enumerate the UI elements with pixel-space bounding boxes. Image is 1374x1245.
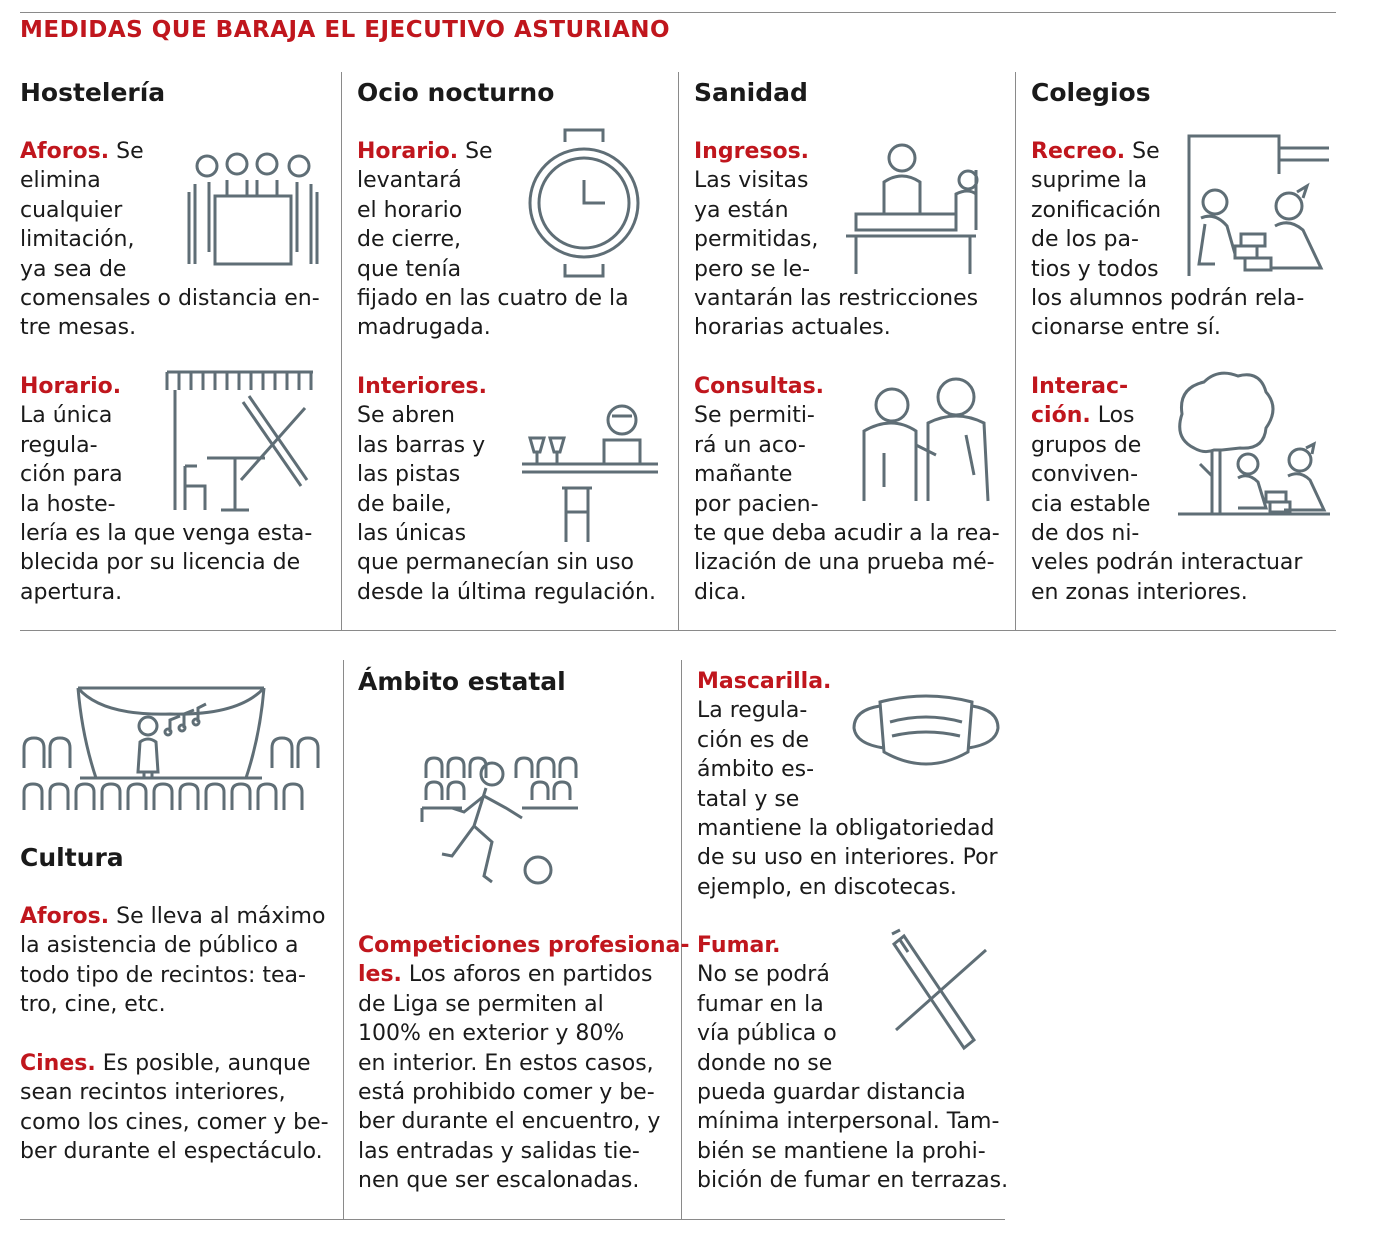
red-label: les.	[358, 962, 402, 988]
text-block-cultura-cines: Cines. Es posible, aunque sean recintos interiores, como los cines, comer y be- ber durante el espectáculo.	[20, 1051, 329, 1165]
text-block-competiciones-profesionales: Competiciones profesiona- les. Los aforos en partidos de Liga se permiten al 100% en exterior y 80% en interior. En estos casos, está prohibido comer y be- ber durante el encuentro, y las entradas y salidas tie- nen que ser escalonadas.	[358, 933, 690, 1194]
text-block-ocio-horario: Horario. Se levantará el horario de cierre, que tenía fijado en las cuatro de la madrugada.	[357, 139, 629, 341]
text-block-colegios-recreo: Recreo. Se suprime la zonificación de los pa- tios y todos los alumnos podrán rela- cionarse entre sí.	[1031, 139, 1305, 341]
red-label: Aforos.	[20, 904, 110, 929]
elderly-companion-icon	[856, 375, 994, 503]
top-rule	[20, 12, 1336, 13]
text-block-fumar: Fumar. No se podrá fumar en la vía pública o donde no se pueda guardar distancia mínima interpersonal. Tam- bién se mantiene la prohi- bición de fumar en terrazas.	[697, 933, 1009, 1194]
text-block-cultura-aforos: Aforos. Se lleva al máximo la asistencia de público a todo tipo de recintos: tea- tro, cine, etc.	[20, 904, 326, 1018]
red-label: Interac-	[1031, 374, 1129, 399]
red-label: Mascarilla.	[697, 669, 832, 694]
text-block-mascarilla: Mascarilla. La regula- ción es de ámbito es- tatal y se mantiene la obligatoriedad de su uso en interiores. Por ejemplo, en discotecas.	[697, 669, 998, 900]
text-block-sanidad-consultas: Consultas. Se permiti- rá un aco- mañante por pacien- te que deba acudir a la rea- lización de una prueba mé- dica.	[694, 374, 1000, 605]
middle-rule	[20, 630, 1336, 631]
text-block-ocio-interiores: Interiores. Se abren las barras y las pistas de baile, las únicas que permanecían sin uso desde la última regulación.	[357, 374, 656, 605]
text-block-hosteleria-horario: Horario. La única regula- ción para la hoste- lería es la que venga esta- blecida por su licencia de apertura.	[20, 374, 313, 605]
column-divider	[1015, 72, 1016, 630]
red-label: Competiciones profesiona-	[358, 933, 690, 958]
red-label: ción.	[1031, 403, 1091, 429]
red-label: Interiores.	[357, 374, 488, 399]
column-divider	[678, 72, 679, 630]
bar-counter-icon	[522, 400, 660, 544]
stadium-player-icon	[422, 752, 580, 890]
text-block-colegios-interaccion: Interac- ción. Los grupos de conviven- cia estable de dos ni- veles podrán interactuar en zonas interiores.	[1031, 374, 1303, 605]
face-mask-icon	[850, 692, 1002, 774]
children-playing-icon	[1185, 134, 1331, 278]
red-label: Recreo.	[1031, 139, 1126, 164]
section-heading-cultura: Cultura	[20, 843, 124, 872]
section-heading-colegios: Colegios	[1031, 78, 1151, 107]
dining-table-icon	[185, 152, 323, 270]
theater-stage-icon	[20, 686, 322, 816]
section-heading-ocio-nocturno: Ocio nocturno	[357, 78, 555, 107]
no-smoking-icon	[890, 930, 990, 1052]
red-label: Horario.	[357, 139, 459, 164]
red-label: Ingresos.	[694, 139, 810, 164]
text-block-sanidad-ingresos: Ingresos. Las visitas ya están permitidas, pero se le- vantarán las restricciones horarias actuales.	[694, 139, 979, 341]
red-label: Consultas.	[694, 374, 825, 399]
red-label: Fumar.	[697, 933, 781, 958]
column-divider	[343, 660, 344, 1219]
red-label: Horario.	[20, 374, 122, 399]
terrace-no-smoking-icon	[165, 368, 315, 513]
hospital-visit-icon	[846, 140, 978, 274]
column-divider	[341, 72, 342, 630]
text-block-hosteleria-aforos: Aforos. Se elimina cualquier limitación, ya sea de comensales o distancia en- tre mesas.	[20, 139, 320, 341]
section-heading-sanidad: Sanidad	[694, 78, 808, 107]
red-label: Cines.	[20, 1051, 96, 1076]
bottom-rule	[20, 1219, 1005, 1220]
tree-children-icon	[1174, 368, 1332, 518]
watch-icon	[525, 128, 643, 278]
red-label: Aforos.	[20, 139, 110, 164]
section-heading-ambito-estatal: Ámbito estatal	[358, 667, 566, 696]
page-title: MEDIDAS QUE BARAJA EL EJECUTIVO ASTURIANO	[20, 17, 671, 43]
section-heading-hosteleria: Hostelería	[20, 78, 166, 107]
